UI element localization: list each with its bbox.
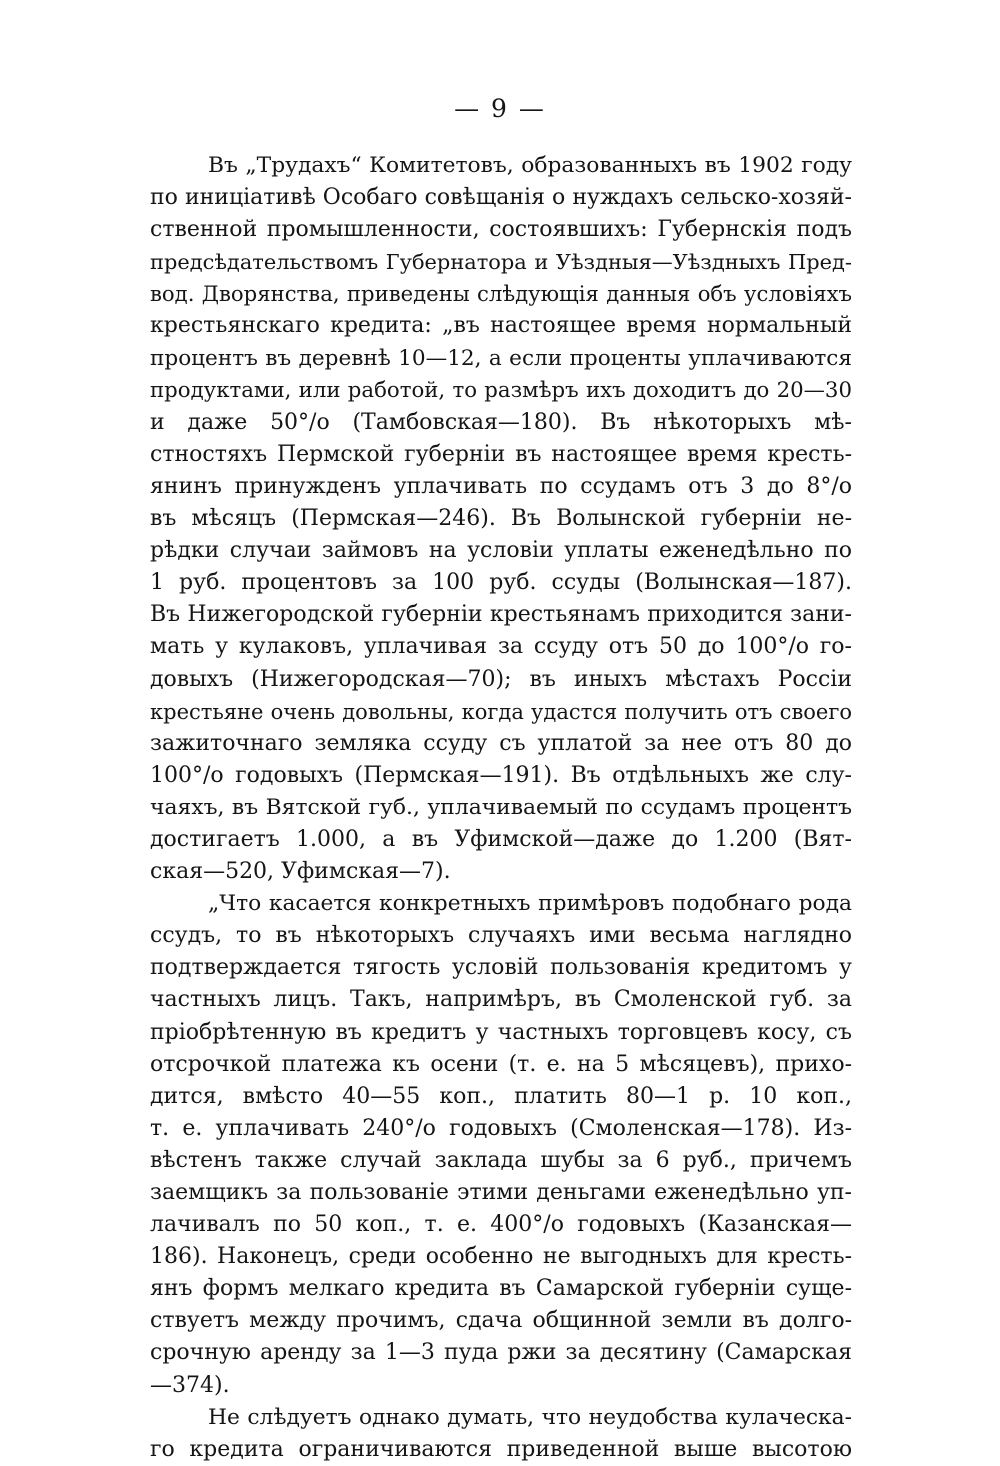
text-line: ссудъ, то въ нѣкоторыхъ случаяхъ ими весьма наглядно	[150, 923, 852, 949]
text-line: янинъ принужденъ уплачивать по ссудамъ отъ 3 до 8°/о	[150, 473, 852, 499]
text-line: 100°/о годовыхъ (Пермская—191). Въ отдѣльныхъ же слу-	[150, 762, 852, 788]
body-text	[150, 150, 852, 1466]
text-line: го кредита ограничиваются приведенной выше высотою	[150, 1436, 852, 1462]
text-line: 1 руб. процентовъ за 100 руб. ссуды (Волынская—187).	[150, 570, 852, 596]
text-line: въ мѣсяцъ (Пермская—246). Въ Волынской губерніи не-	[150, 506, 852, 532]
text-line: по иниціативѣ Особаго совѣщанія о нуждахъ сельско-хозяй-	[150, 185, 852, 211]
text-line: процентъ въ деревнѣ 10—12, а если проценты уплачиваются	[150, 345, 852, 371]
text-line: подтверждается тягость условій пользованія кредитомъ у	[150, 955, 852, 981]
text-line: ствуетъ между прочимъ, сдача общинной земли въ долго-	[150, 1308, 852, 1334]
text-line: вѣстенъ также случай заклада шубы за 6 руб., причемъ	[150, 1147, 852, 1173]
page-number: — 9 —	[454, 94, 546, 123]
text-line: заемщикъ за пользованіе этими деньгами еженедѣльно уп-	[150, 1180, 852, 1205]
text-line: Въ Нижегородской губерніи крестьянамъ приходится зани-	[150, 602, 852, 628]
text-line: стностяхъ Пермской губерніи въ настоящее время кресть-	[150, 441, 852, 467]
text-line: Въ „Трудахъ“ Комитетовъ, образованныхъ въ 1902 году	[208, 153, 852, 178]
text-line: крестьянскаго кредита: „въ настоящее время нормальный	[150, 313, 852, 339]
text-line: рѣдки случаи займовъ на условіи уплаты еженедѣльно по	[150, 538, 852, 564]
text-line: отсрочкой платежа къ осени (т. е. на 5 мѣсяцевъ), прихо-	[150, 1051, 852, 1077]
text-line: довыхъ (Нижегородская—70); въ иныхъ мѣстахъ Россіи	[150, 666, 852, 692]
text-line: пріобрѣтенную въ кредитъ у частныхъ торговцевъ косу, съ	[150, 1019, 852, 1045]
text-line: предсѣдательствомъ Губернатора и Уѣздныя—Уѣздныхъ Пред-	[150, 250, 852, 275]
text-line: достигаетъ 1.000, а въ Уфимской—даже до 1.200 (Вят-	[150, 826, 852, 852]
text-line: „Что касается конкретныхъ примѣровъ подобнаго рода	[208, 891, 852, 917]
text-line: дится, вмѣсто 40—55 коп., платить 80—1 р. 10 коп.,	[150, 1083, 852, 1109]
text-line: ственной промышленности, состоявшихъ: Губернскія подъ	[150, 217, 852, 243]
text-line: т. е. уплачивать 240°/о годовыхъ (Смоленская—178). Из-	[150, 1115, 852, 1141]
text-line: частныхъ лицъ. Такъ, напримѣръ, въ Смоленской губ. за	[150, 987, 852, 1013]
text-line: чаяхъ, въ Вятской губ., уплачиваемый по ссудамъ процентъ	[150, 794, 852, 820]
text-line: вод. Дворянства, приведены слѣдующія данныя объ условіяхъ	[150, 281, 852, 307]
text-line: срочную аренду за 1—3 пуда ржи за десятину (Самарская	[150, 1340, 852, 1366]
text-line: лачивалъ по 50 коп., т. е. 400°/о годовыхъ (Казанская—	[150, 1212, 852, 1238]
text-line: Не слѣдуетъ однако думать, что неудобства кулаческа-	[208, 1404, 852, 1430]
text-line: 186). Наконецъ, среди особенно не выгодныхъ для кресть-	[150, 1244, 852, 1270]
text-line: зажиточнаго земляка ссуду съ уплатой за нее отъ 80 до	[150, 730, 852, 756]
text-line: крестьяне очень довольны, когда удастся получить отъ своего	[150, 699, 852, 724]
text-line: янъ формъ мелкаго кредита въ Самарской губерніи суще-	[150, 1276, 852, 1302]
text-line: ская—520, Уфимская—7).	[150, 859, 451, 885]
text-line: мать у кулаковъ, уплачивая за ссуду отъ 50 до 100°/о го-	[150, 634, 852, 660]
text-line: продуктами, или работой, то размѣръ ихъ доходитъ до 20—30	[150, 377, 852, 403]
text-line: и даже 50°/о (Тамбовская—180). Въ нѣкоторыхъ мѣ-	[150, 409, 852, 435]
text-line: —374).	[150, 1372, 230, 1398]
